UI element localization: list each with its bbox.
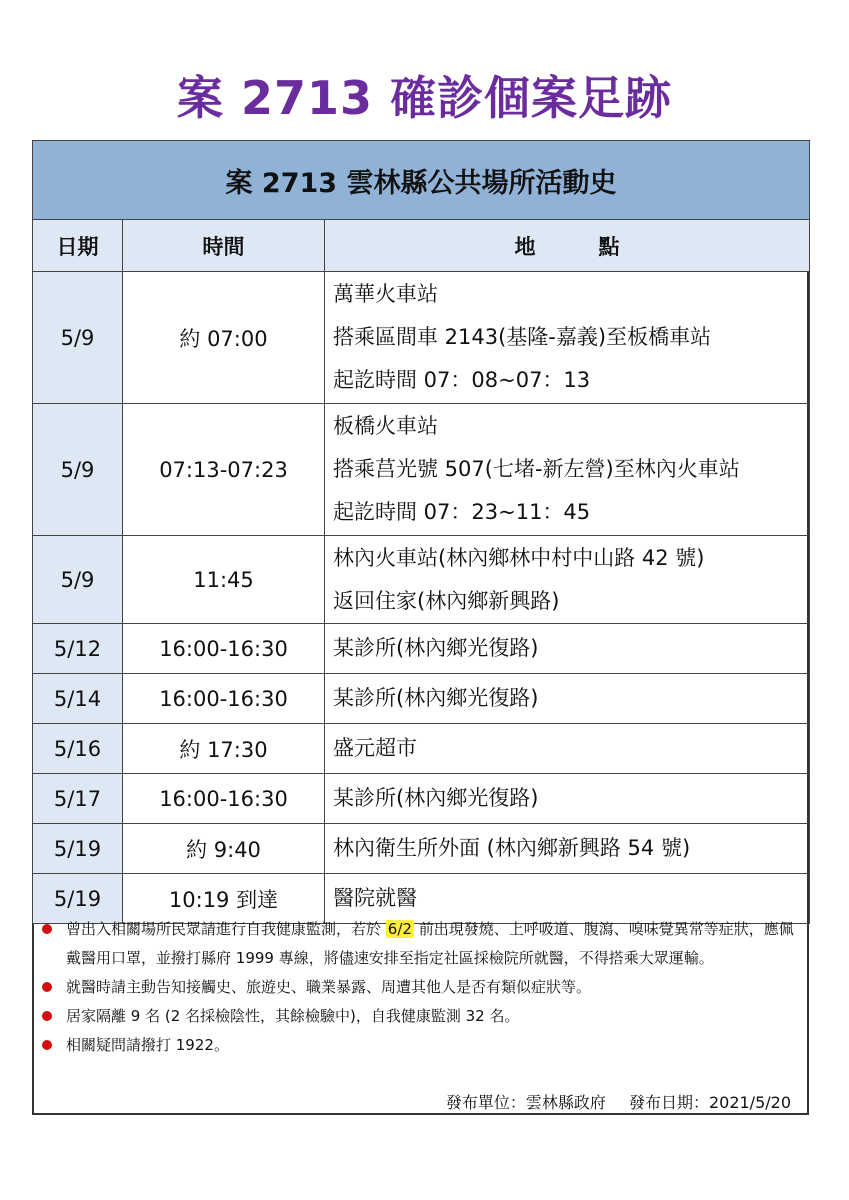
place-line: 起訖時間 07：23~11：45 <box>333 500 591 524</box>
place-line: 起訖時間 07：08~07：13 <box>333 368 591 392</box>
cell-date: 5/9 <box>33 404 123 536</box>
note-item <box>40 915 800 973</box>
cell-date: 5/17 <box>33 774 123 824</box>
cell-date: 5/9 <box>33 536 123 624</box>
note-item <box>40 1031 800 1060</box>
cell-time: 16:00-16:30 <box>123 674 325 724</box>
place-line: 林內衛生所外面 (林內鄉新興路 54 號) <box>333 836 691 860</box>
cell-date: 5/14 <box>33 674 123 724</box>
publish-date: 發布日期：2021/5/20 <box>628 1093 791 1112</box>
footer <box>428 1090 791 1113</box>
place-line: 萬華火車站 <box>333 282 438 306</box>
bullet-icon <box>42 1011 52 1021</box>
note-text: 前出現發燒、上呼吸道、腹瀉、嗅味覺異常等症狀，應佩戴醫用口罩，並撥打縣府 1999 專線，將儘速安排至指定社區採檢院所就醫，不得搭乘大眾運輸。 <box>66 920 794 967</box>
place-line: 某診所(林內鄉光復路) <box>333 786 539 810</box>
place-line: 板橋火車站 <box>333 414 438 438</box>
header-place: 地 點 <box>325 220 810 272</box>
cell-date: 5/19 <box>33 874 123 924</box>
table-row <box>33 724 810 774</box>
note-item <box>40 973 800 1002</box>
table-row <box>33 536 810 624</box>
cell-time: 11:45 <box>123 536 325 624</box>
note-text: 相關疑問請撥打 1922。 <box>66 1036 229 1054</box>
table-row <box>33 674 810 724</box>
cell-time: 07:13-07:23 <box>123 404 325 536</box>
place-line: 林內火車站(林內鄉林中村中山路 42 號) <box>333 545 705 570</box>
place-line: 某診所(林內鄉光復路) <box>333 686 539 710</box>
cell-date: 5/19 <box>33 824 123 874</box>
cell-place <box>325 624 810 674</box>
place-line: 返回住家(林內鄉新興路) <box>333 588 560 613</box>
place-line: 某診所(林內鄉光復路) <box>333 636 539 660</box>
cell-place <box>325 824 810 874</box>
cell-time: 約 07:00 <box>123 272 325 404</box>
cell-place <box>325 272 810 404</box>
cell-time: 16:00-16:30 <box>123 774 325 824</box>
table-body <box>33 272 810 924</box>
table-row <box>33 624 810 674</box>
header-time: 時間 <box>123 220 325 272</box>
cell-date: 5/12 <box>33 624 123 674</box>
caption-text: 雲林縣公共場所活動史 <box>346 167 617 199</box>
cell-place <box>325 404 810 536</box>
note-text: 就醫時請主動告知接觸史、旅遊史、職業暴露、周遭其他人是否有類似症狀等。 <box>66 978 592 996</box>
bullet-icon <box>42 982 52 992</box>
cell-place <box>325 674 810 724</box>
cell-time: 16:00-16:30 <box>123 624 325 674</box>
table-row <box>33 774 810 824</box>
cell-place <box>325 724 810 774</box>
cell-time: 約 9:40 <box>123 824 325 874</box>
place-line: 醫院就醫 <box>333 886 417 910</box>
caption-prefix: 案 2713 <box>225 167 347 199</box>
note-text: 曾出入相關場所民眾請進行自我健康監測，若於 <box>66 920 386 938</box>
notes-list <box>40 915 800 1060</box>
highlighted-date: 6/2 <box>387 920 412 938</box>
place-line: 搭乘區間車 2143(基隆-嘉義)至板橋車站 <box>333 325 712 349</box>
note-item <box>40 1002 800 1031</box>
table-row <box>33 404 810 536</box>
place-line: 盛元超市 <box>333 736 417 760</box>
activity-table <box>32 140 810 924</box>
table-row <box>33 824 810 874</box>
table-caption <box>33 141 810 220</box>
page-title: 案 2713 確診個案足跡 <box>176 71 673 125</box>
bullet-icon <box>42 1040 52 1050</box>
publisher-label: 發布單位：雲林縣政府 <box>445 1093 606 1112</box>
cell-time: 約 17:30 <box>123 724 325 774</box>
cell-place <box>325 536 810 624</box>
cell-place <box>325 774 810 824</box>
header-date: 日期 <box>33 220 123 272</box>
note-text: 居家隔離 9 名 (2 名採檢陰性，其餘檢驗中)，自我健康監測 32 名。 <box>66 1007 520 1025</box>
cell-date: 5/9 <box>33 272 123 404</box>
bullet-icon <box>42 924 52 934</box>
table-row <box>33 272 810 404</box>
cell-time: 10:19 到達 <box>123 874 325 924</box>
cell-date: 5/16 <box>33 724 123 774</box>
place-line: 搭乘莒光號 507(七堵-新左營)至林內火車站 <box>333 457 740 481</box>
